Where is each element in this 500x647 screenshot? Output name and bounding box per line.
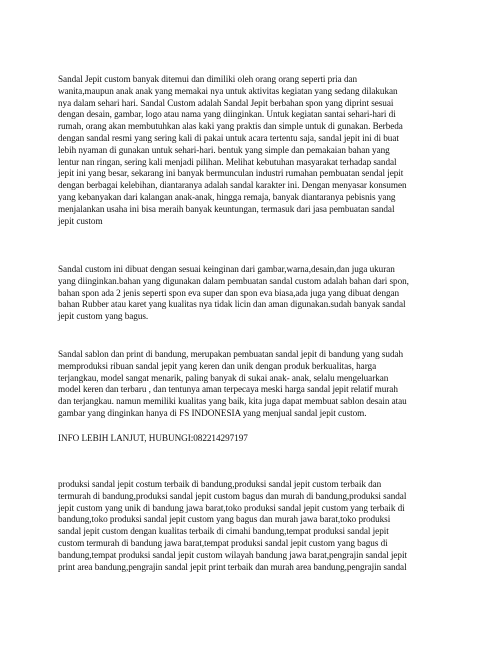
text-line: yang diinginkan.bahan yang digunakan dalam pembuatan sandal custom adalah bahan dari spon,: [58, 275, 409, 286]
text-line: wanita,maupun anak anak yang memakai nya untuk aktivitas kegiatan yang sedang dilakukan: [58, 85, 398, 96]
text-line: jepit custom: [58, 215, 103, 226]
text-line: produksi sandal jepit costum terbaik di bandung,produksi sandal jepit custom terbaik dan: [58, 479, 382, 489]
paragraph-contact-info: [58, 433, 448, 445]
text-line: bandung,toko produksi sandal jepit custom yang bagus dan murah jawa barat,toko produksi: [58, 514, 391, 525]
text-line: bahan spon ada 2 jenis seperti spon eva super dan spon eva biasa,ada juga yang dibuat dengan: [58, 287, 400, 298]
text-line: bandung,tempat produksi sandal jepit custom wilayah bandung jawa barat,pengrajin sandal jepit: [58, 549, 407, 560]
text-line: rumah, orang akan membutuhkan alas kaki yang praktis dan simple untuk di gunakan. Berbeda: [58, 121, 403, 132]
text-line: nya dalam sehari hari. Sandal Custom adalah Sandal Jepit berbahan spon yang diprint sesuai: [58, 97, 394, 108]
text-line: Sandal sablon dan print di bandung, merupakan pembuatan sandal jepit di bandung yang sudah: [58, 349, 404, 359]
text-line: jepit custom yang unik di bandung jawa barat,toko produksi sandal jepit custom yang terbaik di: [58, 502, 405, 513]
text-line: Sandal Jepit custom banyak ditemui dan dimiliki oleh orang orang seperti pria dan: [58, 74, 358, 84]
text-line: Sandal custom ini dibuat dengan sesuai keinginan dari gambar,warna,desain,dan juga ukuran: [58, 264, 395, 274]
text-line: print area bandung,pengrajin sandal jepit print terbaik dan murah area bandung,pengrajin sandal: [58, 561, 407, 572]
text-line: menjalankan usaha ini bisa meraih banyak keuntungan, termasuk dari jasa pembuatan sandal: [58, 203, 395, 214]
text-line: jepit custom yang bagus.: [58, 311, 149, 322]
text-line: INFO LEBIH LANJUT, HUBUNGI:082214297197: [58, 433, 248, 443]
text-line: lentur nan ringan, sering kali menjadi pilihan. Melihat kebutuhan masyarakat terhadap sandal: [58, 156, 397, 167]
text-line: model keren dan terbaru , dan tentunya aman terpecaya meski harga sandal jepit relatif murah: [58, 384, 398, 395]
text-line: dengan desain, gambar, logo atau nama yang diinginkan. Untuk kegiatan santai sehari-hari di: [58, 109, 396, 120]
text-line: dengan berbagai kelebihan, diantaranya adalah sandal karakter ini. Dengan menyasar konsumen: [58, 180, 407, 191]
paragraph-keywords: [58, 479, 448, 573]
text-line: terjangkau, model sangat menarik, paling banyak di sukai anak- anak, selalu mengeluarkan: [58, 372, 389, 383]
text-line: bahan Rubber atau karet yang kualitas nya tidak licin dan aman digunakan.sudah banyak sandal: [58, 299, 406, 310]
text-line: gambar yang dinginkan hanya di FS INDONESIA yang menjual sandal jepit custom.: [58, 407, 367, 418]
text-line: memproduksi ribuan sandal jepit yang keren dan unik dengan produk berkualitas, harga: [58, 360, 377, 371]
text-line: dan terjangkau. namun memiliki kualitas yang baik, kita juga dapat membuat sablon desain atau: [58, 396, 407, 407]
paragraph-materials: [58, 264, 448, 323]
text-line: termurah di bandung,produksi sandal jepit custom bagus dan murah di bandung,produksi sandal: [58, 490, 407, 501]
text-line: custom termurah di bandung jawa barat,tempat produksi sandal jepit custom yang bagus di: [58, 537, 388, 548]
text-line: lebih nyaman di gunakan untuk sehari-hari. bentuk yang simple dan pemakaian bahan yang: [58, 144, 390, 155]
text-line: jepit ini yang besar, sekarang ini banyak bermunculan industri rumahan pembuatan sendal jepit: [58, 168, 404, 179]
text-line: dengan sandal resmi yang sering kali di pakai untuk acara tertentu saja, sandal jepit ini di buat: [58, 132, 399, 143]
text-line: sandal jepit custom dengan kualitas terbaik di cimahi bandung,tempat produksi sandal jepit: [58, 526, 389, 537]
paragraph-sablon: [58, 349, 448, 420]
text-line: yang kebanyakan dari kalangan anak-anak, hingga remaja, banyak diantaranya pebisnis yang: [58, 191, 396, 202]
paragraph-intro: [58, 74, 448, 227]
